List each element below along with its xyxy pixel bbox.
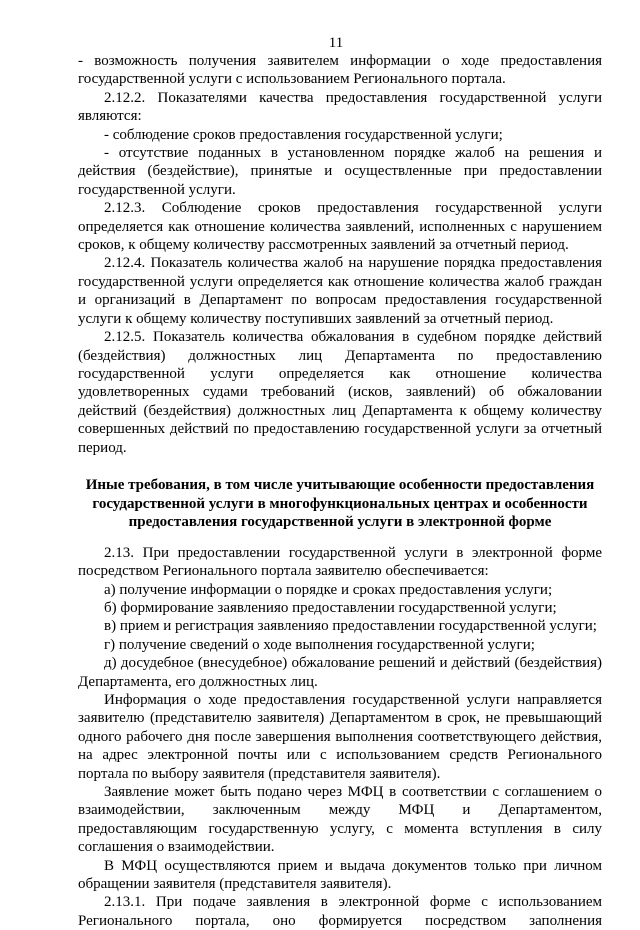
paragraph: 2.13. При предоставлении государственной услуги в электронной форме посредством Регионального портала заявителю обеспечивается:	[78, 544, 602, 580]
list-item: д) досудебное (внесудебное) обжалование решений и действий (бездействия) Департамента, его должностных лиц.	[78, 655, 602, 690]
paragraph: - возможность получения заявителем информации о ходе предоставления государственной услуги с использованием Регионального портала.	[78, 53, 602, 88]
paragraph: 2.12.4. Показатель количества жалоб на нарушение порядка предоставления государственной услуги определяется как отношение количества жалоб граждан и организаций в Департамент по вопросам предоставления государственной услуги к общему количеству поступивших заявлений за отчетный период.	[78, 255, 602, 327]
list-item: а) получение информации о порядке и сроках предоставления услуги;	[104, 581, 553, 598]
paragraph: В МФЦ осуществляются прием и выдача документов только при личном обращении заявителя (представителя заявителя).	[78, 857, 602, 893]
bottom-paragraphs	[78, 544, 602, 930]
list-item: в) прием и регистрация заявленияо предоставлении государственной услуги;	[104, 618, 597, 635]
section-spacer	[78, 457, 602, 476]
paragraph: - соблюдение сроков предоставления государственной услуги;	[104, 126, 503, 143]
paragraph: 2.12.5. Показатель количества обжалования в судебном порядке действий (бездействия) должностных лиц Департамента по предоставлению государственной услуги определяется как отношение количества удовлетворенных судами требований (исков, заявлений) об обжаловании действий (бездействия) должностных лиц Департамента к общему количеству совершенных действий по предоставлению государственной услуги за отчетный период.	[78, 329, 602, 456]
page-number: 11	[328, 35, 344, 51]
top-paragraphs	[78, 52, 602, 457]
section-spacer	[78, 532, 602, 544]
list-item: б) формирование заявленияо предоставлении государственной услуги;	[104, 599, 557, 616]
paragraph: 2.13.1. При подаче заявления в электронной форме с использованием Регионального портала, оно формируется посредством заполнения	[78, 894, 602, 929]
paragraph: 2.12.3. Соблюдение сроков предоставления государственной услуги определяется как отношение количества заявлений, исполненных с нарушением сроков, к общему количеству рассмотренных заявлений за отчетный период.	[78, 200, 602, 254]
paragraph: - отсутствие поданных в установленном порядке жалоб на решения и действия (бездействие), принятые и осуществленные при предоставлении государственной услуги.	[78, 145, 602, 198]
paragraph: Информация о ходе предоставления государственной услуги направляется заявителю (представителю заявителя) Департаментом в срок, не превышающий одного рабочего дня после завершения выполнения соответствующего действия, на адрес электронной почты или с использованием средств Регионального портала по выбору заявителя (представителя заявителя).	[78, 691, 602, 782]
paragraph: 2.12.2. Показателями качества предоставления государственной услуги являются:	[78, 89, 602, 125]
document-page	[78, 34, 602, 930]
list-item: г) получение сведений о ходе выполнения государственной услуги;	[104, 636, 535, 653]
section-heading: Иные требования, в том числе учитывающие особенности предоставления государственной услуги в многофункциональных центрах и особенности предоставления государственной услуги в электронной форме	[85, 476, 595, 531]
paragraph: Заявление может быть подано через МФЦ в соответствии с соглашением о взаимодействии, заключенным между МФЦ и Департаментом, предоставляющим государственную услугу, с момента вступления в силу соглашения о взаимодействии.	[78, 784, 602, 856]
